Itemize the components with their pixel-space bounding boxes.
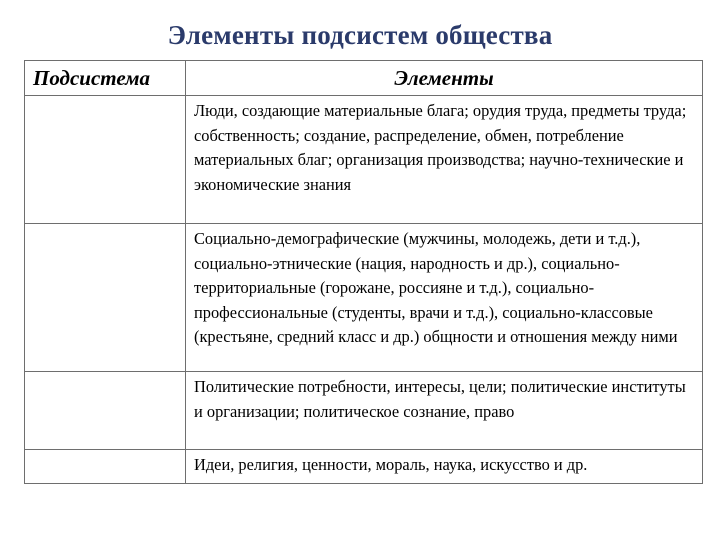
table-row bbox=[25, 450, 703, 484]
elements-cell: Люди, создающие материальные блага; орудия труда, предметы труда; собственность; создание, распределение, обмен, потребление материальных благ; организация производства; научно-технические и экономические знания bbox=[186, 96, 703, 224]
elements-cell: Социально-демографические (мужчины, молодежь, дети и т.д.), социально-этнические (нация, народность и др.), социально-территориальные (горожане, россияне и т.д.), социально-профессиональные (студенты, врачи и т.д.), социально-классовые (крестьяне, средний класс и др.) общности и отношения между ними bbox=[186, 224, 703, 372]
subsystem-cell bbox=[25, 224, 186, 372]
table-header-row bbox=[25, 61, 703, 96]
table-row bbox=[25, 96, 703, 224]
elements-cell: Политические потребности, интересы, цели; политические институты и организации; политическое сознание, право bbox=[186, 372, 703, 450]
elements-cell: Идеи, религия, ценности, мораль, наука, искусство и др. bbox=[186, 450, 703, 484]
subsystem-cell bbox=[25, 450, 186, 484]
table-row bbox=[25, 224, 703, 372]
header-elements: Элементы bbox=[186, 61, 703, 96]
subsystem-cell bbox=[25, 96, 186, 224]
subsystem-cell bbox=[25, 372, 186, 450]
subsystems-table bbox=[24, 60, 703, 484]
header-subsystem: Подсистема bbox=[25, 61, 186, 96]
table-row bbox=[25, 372, 703, 450]
slide-title: Элементы подсистем общества bbox=[167, 20, 553, 50]
